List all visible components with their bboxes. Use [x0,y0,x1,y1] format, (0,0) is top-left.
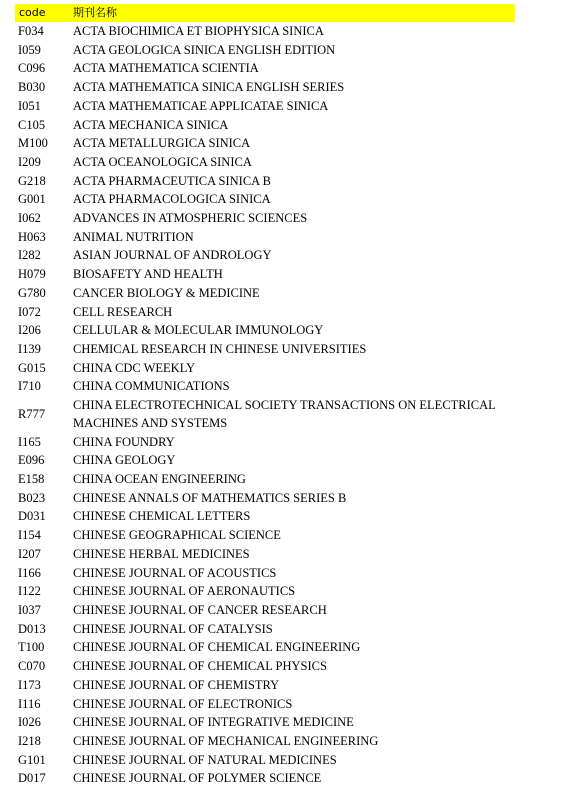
journal-name-cell: CELLULAR & MOLECULAR IMMUNOLOGY [73,323,324,338]
table-row [15,433,515,452]
journal-table [15,4,515,788]
table-row [15,22,515,41]
journal-name-cell: ACTA OCEANOLOGICA SINICA [73,154,252,169]
table-row [15,340,515,359]
journal-code-cell: G780 [18,285,46,300]
table-row [15,545,515,564]
table-row [15,564,515,583]
table-row [15,769,515,788]
journal-name-cell: CHINESE JOURNAL OF ACOUSTICS [73,565,277,580]
journal-code-cell: G015 [18,360,46,375]
journal-code-cell: I710 [18,379,41,394]
journal-name-cell: CHINESE JOURNAL OF CANCER RESEARCH [73,602,327,617]
journal-name-cell: CHINESE JOURNAL OF CHEMISTRY [73,677,280,692]
table-row [15,751,515,770]
journal-name-cell: ACTA PHARMACOLOGICA SINICA [73,192,271,207]
journal-name-cell: CHINESE JOURNAL OF CHEMICAL ENGINEERING [73,640,361,655]
journal-code-cell: E096 [18,453,45,468]
journal-name-cell: CHINESE JOURNAL OF AERONAUTICS [73,584,296,599]
table-row [15,396,515,433]
table-row [15,489,515,508]
journal-code-cell: H079 [18,267,46,282]
column-header-name: 期刊名称 [73,6,117,19]
journal-name-cell: CHINA CDC WEEKLY [73,360,196,375]
table-row [15,134,515,153]
table-row [15,582,515,601]
journal-code-cell: I173 [18,677,41,692]
journal-code-cell: G218 [18,173,46,188]
journal-name-cell: CHINA OCEAN ENGINEERING [73,472,246,487]
journal-name-cell: ACTA MATHEMATICA SCIENTIA [73,61,259,76]
journal-code-cell: D031 [18,509,46,524]
table-row [15,59,515,78]
table-row [15,359,515,378]
journal-name-cell: CHINESE JOURNAL OF INTEGRATIVE MEDICINE [73,715,354,730]
journal-name-cell: ACTA MATHEMATICAE APPLICATAE SINICA [73,98,329,113]
journal-code-cell: I207 [18,546,41,561]
table-row [15,284,515,303]
journal-code-cell: G101 [18,752,46,767]
journal-name-cell: CHINA FOUNDRY [73,434,175,449]
journal-name-cell: CANCER BIOLOGY & MEDICINE [73,285,260,300]
journal-code-cell: I062 [18,211,41,226]
table-row [15,451,515,470]
journal-code-cell: I059 [18,42,41,57]
journal-code-cell: I122 [18,584,41,599]
journal-code-cell: I206 [18,323,41,338]
table-row [15,97,515,116]
journal-name-cell: ACTA MATHEMATICA SINICA ENGLISH SERIES [73,80,345,95]
journal-code-cell: I154 [18,528,41,543]
journal-code-cell: F034 [18,24,44,38]
journal-code-cell: B030 [18,80,46,95]
journal-name-cell: CHINA COMMUNICATIONS [73,379,230,394]
journal-name-cell: ASIAN JOURNAL OF ANDROLOGY [73,248,272,263]
table-row [15,209,515,228]
table-row [15,601,515,620]
table-row [15,638,515,657]
journal-code-cell: D013 [18,621,46,636]
table-header [15,4,515,22]
table-row [15,41,515,60]
journal-code-cell: C096 [18,61,46,76]
journal-name-cell: CHINESE JOURNAL OF ELECTRONICS [73,696,293,711]
journal-name-cell: ACTA MECHANICA SINICA [73,117,229,132]
journal-code-cell: I026 [18,715,41,730]
table-row [15,526,515,545]
journal-code-cell: R777 [18,407,46,421]
journal-name-cell: ACTA BIOCHIMICA ET BIOPHYSICA SINICA [73,24,324,38]
table-row [15,153,515,172]
journal-name-cell: CHINA ELECTROTECHNICAL SOCIETY TRANSACTIONS ON ELECTRICAL MACHINES AND SYSTEMS [73,398,496,431]
table-row [15,507,515,526]
journal-name-cell: ACTA METALLURGICA SINICA [73,136,251,151]
journal-name-cell: CELL RESEARCH [73,304,173,319]
table-row [15,713,515,732]
journal-code-cell: I282 [18,248,41,263]
journal-code-cell: C070 [18,659,46,674]
table-row [15,321,515,340]
journal-name-cell: CHINESE JOURNAL OF NATURAL MEDICINES [73,752,337,767]
journal-name-cell: CHINESE JOURNAL OF CATALYSIS [73,621,273,636]
journal-name-cell: CHINESE JOURNAL OF MECHANICAL ENGINEERING [73,733,379,748]
table-row [15,190,515,209]
journal-code-cell: D017 [18,771,46,786]
journal-code-cell: I139 [18,341,41,356]
journal-table-sheet [15,4,515,788]
journal-code-cell: I166 [18,565,41,580]
journal-name-cell: ADVANCES IN ATMOSPHERIC SCIENCES [73,211,308,226]
table-row [15,470,515,489]
journal-code-cell: B023 [18,490,46,505]
header-row [15,4,515,22]
table-body [15,22,515,788]
journal-name-cell: ACTA PHARMACEUTICA SINICA B [73,173,271,188]
journal-code-cell: I116 [18,696,41,711]
table-row [15,657,515,676]
column-header-code: code [19,6,46,19]
table-row [15,732,515,751]
table-row [15,676,515,695]
table-row [15,620,515,639]
journal-name-cell: CHINESE JOURNAL OF POLYMER SCIENCE [73,771,322,786]
table-row [15,377,515,396]
journal-code-cell: C105 [18,117,46,132]
journal-code-cell: I037 [18,602,41,617]
journal-name-cell: CHINESE JOURNAL OF CHEMICAL PHYSICS [73,659,327,674]
journal-code-cell: G001 [18,192,46,207]
table-row [15,116,515,135]
journal-name-cell: BIOSAFETY AND HEALTH [73,267,223,282]
journal-name-cell: CHINESE ANNALS OF MATHEMATICS SERIES B [73,490,347,505]
journal-code-cell: I051 [18,98,41,113]
journal-name-cell: ANIMAL NUTRITION [73,229,194,244]
table-row [15,303,515,322]
table-row [15,265,515,284]
table-row [15,78,515,97]
journal-name-cell: CHINESE HERBAL MEDICINES [73,546,250,561]
journal-name-cell: CHINESE CHEMICAL LETTERS [73,509,251,524]
journal-code-cell: E158 [18,472,45,487]
table-row [15,228,515,247]
journal-code-cell: I165 [18,434,41,449]
journal-name-cell: CHINA GEOLOGY [73,453,176,468]
journal-name-cell: CHEMICAL RESEARCH IN CHINESE UNIVERSITIES [73,341,367,356]
journal-code-cell: M100 [18,136,48,151]
journal-name-cell: CHINESE GEOGRAPHICAL SCIENCE [73,528,281,543]
journal-code-cell: I218 [18,733,41,748]
journal-code-cell: T100 [18,640,45,655]
table-row [15,695,515,714]
table-row [15,246,515,265]
journal-name-cell: ACTA GEOLOGICA SINICA ENGLISH EDITION [73,42,336,57]
journal-code-cell: I209 [18,154,41,169]
table-row [15,172,515,191]
journal-code-cell: I072 [18,304,41,319]
journal-code-cell: H063 [18,229,46,244]
